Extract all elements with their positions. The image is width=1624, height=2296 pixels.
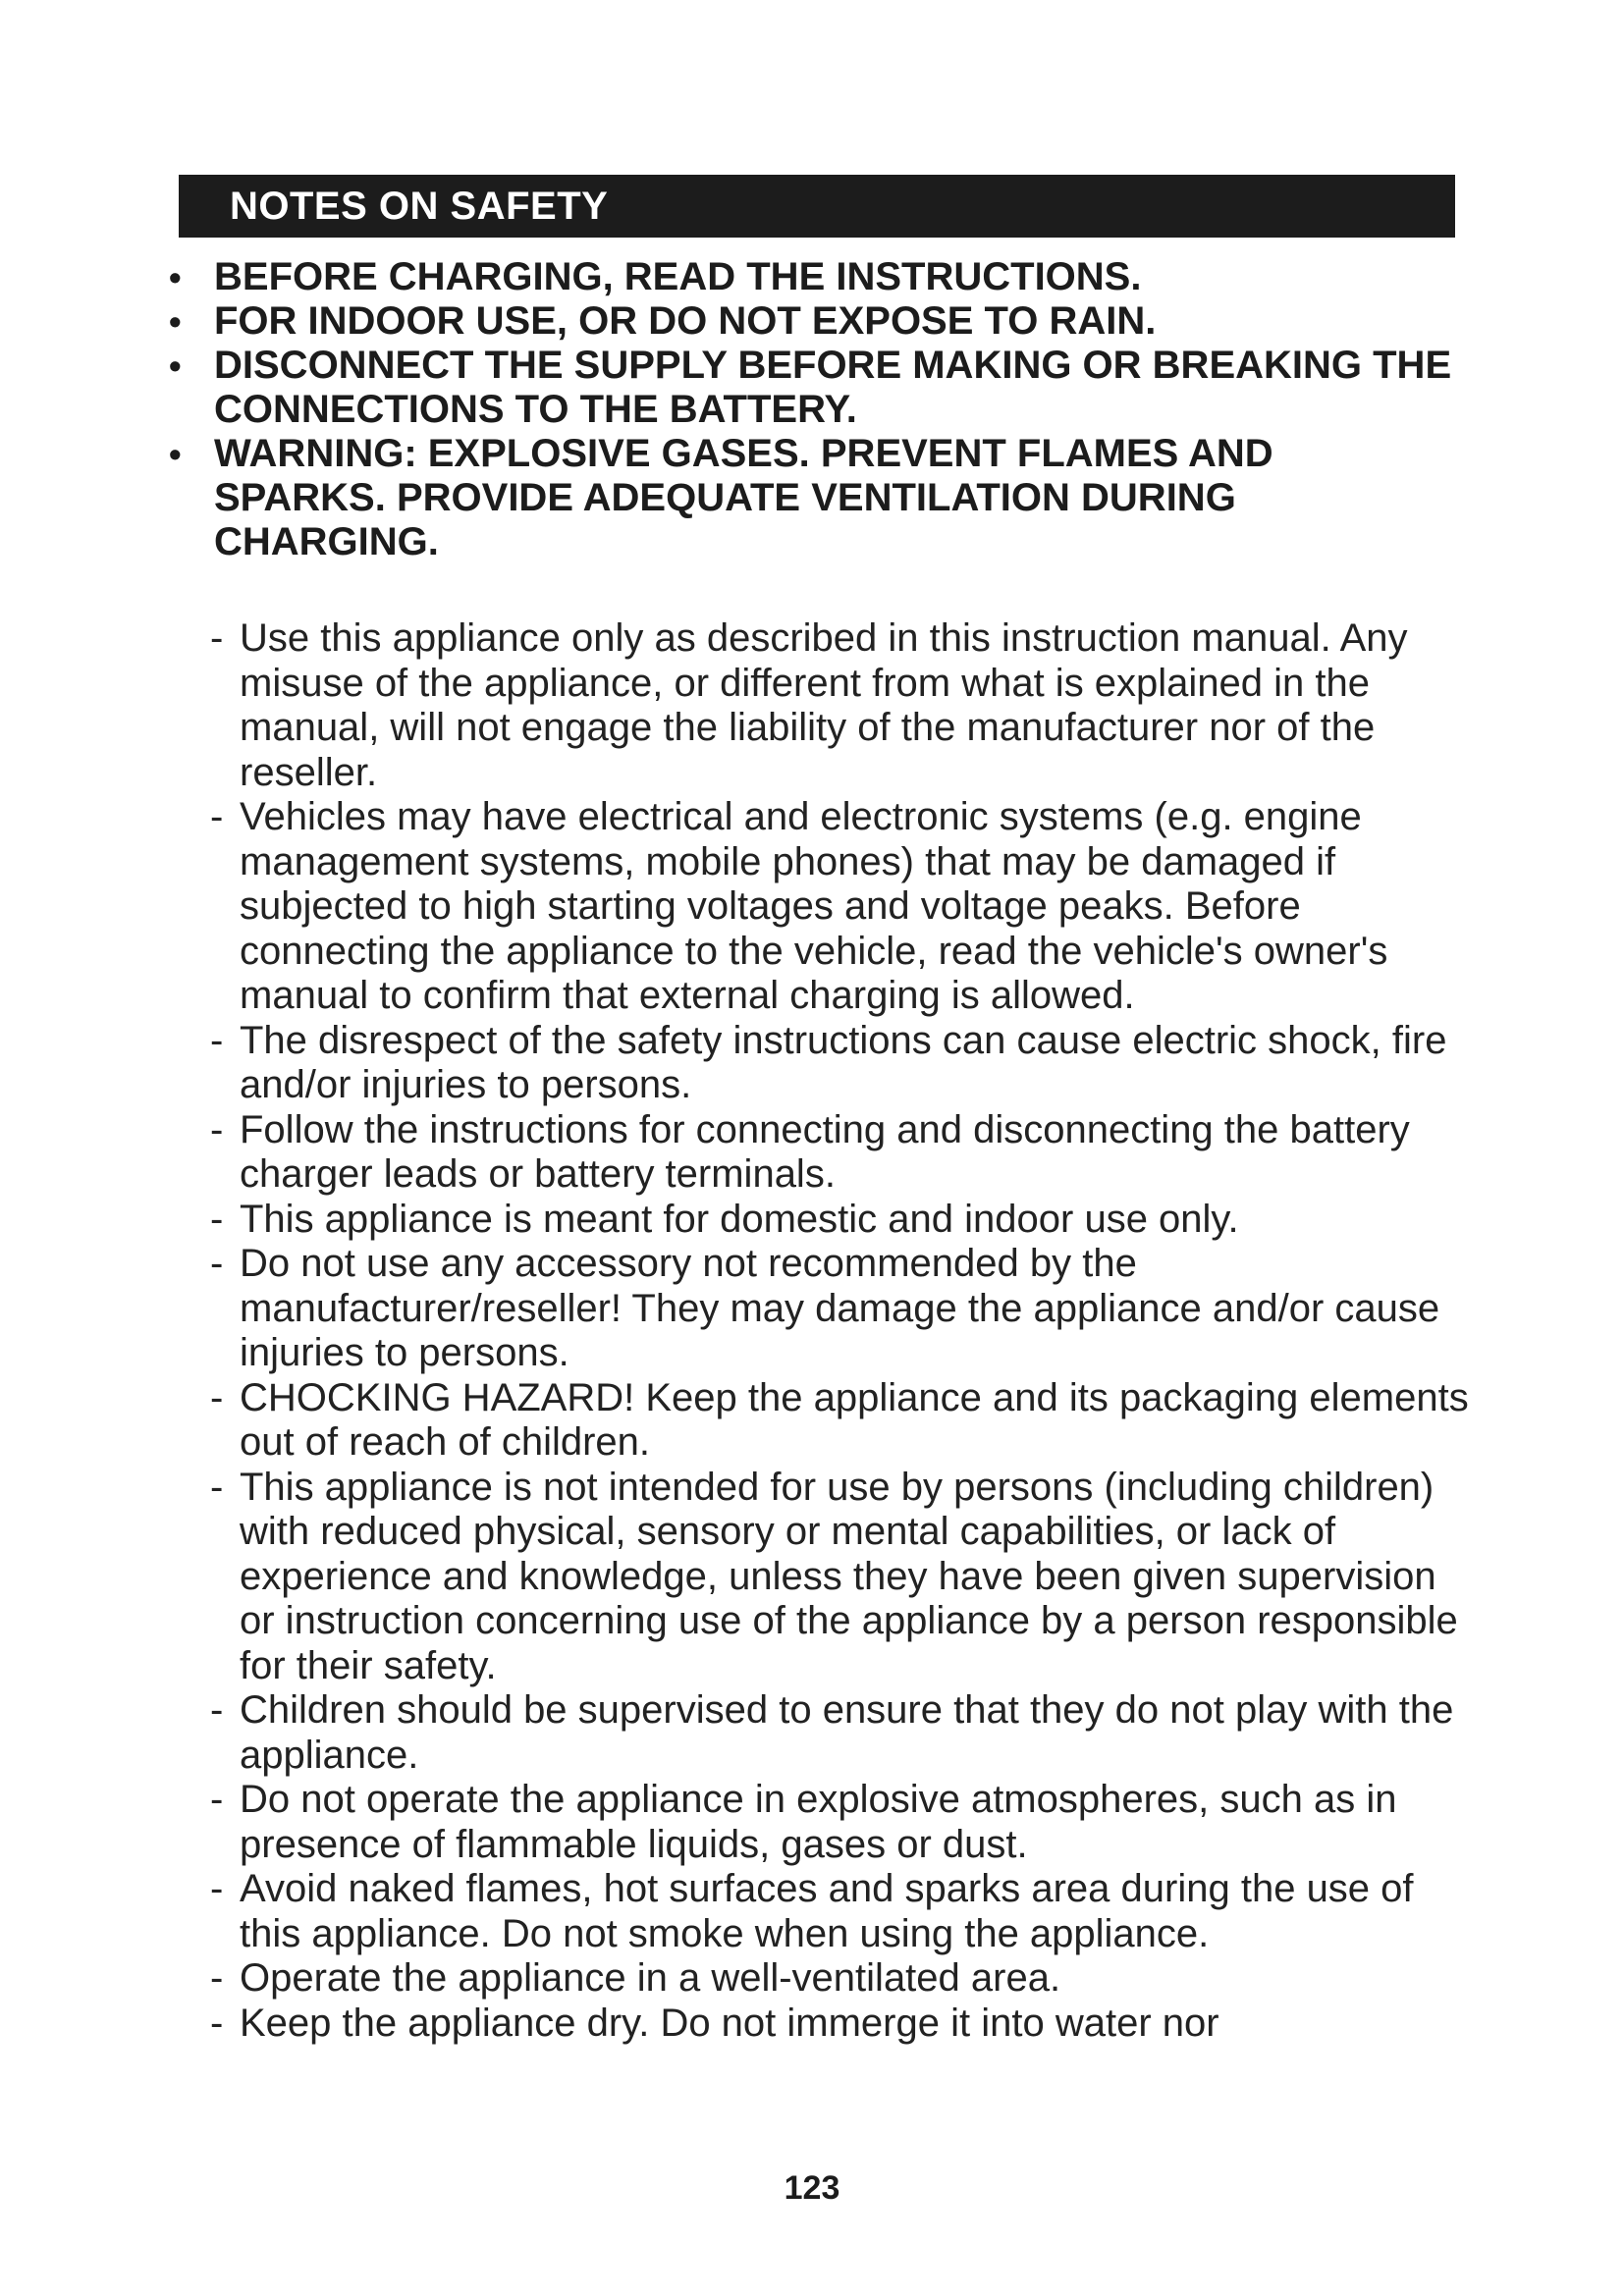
instruction-text: Operate the appliance in a well-ventilated area. xyxy=(240,1956,1061,2000)
warning-text: DISCONNECT THE SUPPLY BEFORE MAKING OR BREAKING THE CONNECTIONS TO THE BATTERY. xyxy=(214,344,1452,431)
instruction-item xyxy=(210,1778,1477,1867)
dash-marker: - xyxy=(210,1197,224,1241)
instruction-item xyxy=(210,1019,1477,1108)
instruction-item xyxy=(210,1108,1477,1198)
warning-list xyxy=(169,255,1455,564)
instruction-item xyxy=(210,1376,1477,1466)
instruction-item xyxy=(210,795,1477,1019)
instruction-item xyxy=(210,1198,1477,1243)
warning-text: BEFORE CHARGING, READ THE INSTRUCTIONS. xyxy=(214,255,1142,298)
instruction-item xyxy=(210,1466,1477,1689)
instruction-item xyxy=(210,1688,1477,1778)
dash-marker: - xyxy=(210,1956,224,2000)
instruction-list xyxy=(210,616,1477,2046)
instruction-text: This appliance is meant for domestic and indoor use only. xyxy=(240,1197,1239,1241)
dash-marker: - xyxy=(210,1375,224,1419)
instruction-text: CHOCKING HAZARD! Keep the appliance and its packaging elements out of reach of children. xyxy=(240,1375,1469,1464)
instruction-item xyxy=(210,616,1477,795)
dash-marker: - xyxy=(210,1867,224,1910)
dash-marker: - xyxy=(210,795,224,838)
warning-item xyxy=(169,432,1455,564)
warning-text: WARNING: EXPLOSIVE GASES. PREVENT FLAMES AND SPARKS. PROVIDE ADEQUATE VENTILATION DURING CHARGING. xyxy=(214,432,1273,563)
instruction-item xyxy=(210,1867,1477,1956)
instruction-item xyxy=(210,1956,1477,2002)
instruction-text: Keep the appliance dry. Do not immerge it into water nor xyxy=(240,2001,1219,2045)
dash-marker: - xyxy=(210,1688,224,1732)
instruction-text: Avoid naked flames, hot surfaces and sparks area during the use of this appliance. Do not smoke when using the appliance. xyxy=(240,1867,1414,1955)
instruction-text: Do not use any accessory not recommended by the manufacturer/reseller! They may damage the appliance and/or cause injuries to persons. xyxy=(240,1242,1440,1374)
instruction-text: Use this appliance only as described in this instruction manual. Any misuse of the appliance, or different from what is explained in the manual, will not engage the liability of the manufacturer nor of the reseller. xyxy=(240,616,1408,794)
instruction-item xyxy=(210,1242,1477,1376)
warning-item xyxy=(169,255,1455,299)
warning-item xyxy=(169,299,1455,344)
dash-marker: - xyxy=(210,2001,224,2045)
instruction-text: Do not operate the appliance in explosive atmospheres, such as in presence of flammable liquids, gases or dust. xyxy=(240,1778,1397,1866)
instruction-text: Children should be supervised to ensure that they do not play with the appliance. xyxy=(240,1688,1454,1777)
instruction-text: This appliance is not intended for use by persons (including children) with reduced physical, sensory or mental capabilities, or lack of experience and knowledge, unless they have been given supervision or instruction concerning use of the appliance by a person responsible for their safety. xyxy=(240,1465,1458,1687)
warning-item xyxy=(169,344,1455,432)
section-header-bar xyxy=(179,175,1455,238)
bullet-icon: • xyxy=(169,434,182,474)
instruction-item xyxy=(210,2002,1477,2047)
bullet-icon: • xyxy=(169,346,182,386)
dash-marker: - xyxy=(210,1107,224,1151)
dash-marker: - xyxy=(210,1242,224,1285)
bullet-icon: • xyxy=(169,301,182,342)
dash-marker: - xyxy=(210,1018,224,1062)
instruction-text: The disrespect of the safety instructions can cause electric shock, fire and/or injuries to persons. xyxy=(240,1018,1447,1106)
dash-marker: - xyxy=(210,616,224,660)
section-title: NOTES ON SAFETY xyxy=(230,185,609,228)
instruction-text: Follow the instructions for connecting and disconnecting the battery charger leads or battery terminals. xyxy=(240,1107,1410,1196)
bullet-icon: • xyxy=(169,257,182,297)
instruction-text: Vehicles may have electrical and electronic systems (e.g. engine management systems, mobile phones) that may be damaged if subjected to high starting voltages and voltage peaks. Before connecting the appliance to the vehicle, read the vehicle's owner's manual to confirm that external charging is allowed. xyxy=(240,795,1388,1017)
page-number: 123 xyxy=(784,2169,840,2207)
warning-text: FOR INDOOR USE, OR DO NOT EXPOSE TO RAIN. xyxy=(214,299,1157,343)
dash-marker: - xyxy=(210,1778,224,1821)
dash-marker: - xyxy=(210,1465,224,1509)
